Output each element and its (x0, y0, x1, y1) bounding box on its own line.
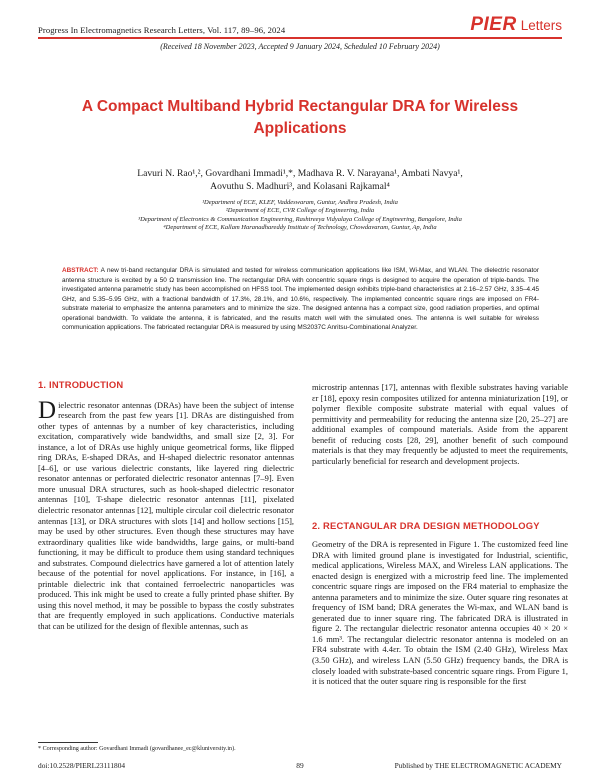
drop-cap: D (38, 396, 57, 424)
paper-title: A Compact Multiband Hybrid Rectangular DRA for Wireless Applications (81, 98, 519, 137)
affiliation-list (30, 199, 570, 233)
pier-letters-logo (470, 14, 562, 36)
corresponding-author-footnote: * Corresponding author: Govardhani Immadi (govardhanee_ec@kluniversity.in). (38, 746, 236, 752)
received-dates: (Received 18 November 2023, Accepted 9 January 2024, Scheduled 10 February 2024) (160, 42, 440, 51)
logo-letters-text: Letters (520, 18, 562, 33)
author-line-1: Lavuri N. Rao¹,², Govardhani Immadi¹,*, Madhava R. V. Narayana¹, Ambati Navya¹, (137, 168, 463, 179)
section-1-heading: 1. INTRODUCTION (38, 379, 124, 390)
affiliation-1: ¹Department of ECE, KLEF, Vaddeswaram, Guntur, Andhra Pradesh, India (202, 199, 398, 206)
affiliation-3: ³Department of Electronics & Communication Engineering, Rashtreeya Vidyalaya College of Engineering, Bangalore, India (138, 215, 462, 223)
affiliation-2: ²Department of ECE, CVR College of Engineering, India (225, 207, 375, 215)
header-divider (38, 37, 562, 39)
page-footer (38, 761, 562, 770)
abstract (62, 266, 539, 333)
page-number: 89 (296, 761, 304, 770)
section-2-paragraph: Geometry of the DRA is represented in Figure 1. The customized feed line DRA with limited ground plane is investigated for Industrial, scientific, medical applications, Wireless MAX, and Wireless LAN applications. The enacted design is energized with a microstrip feed line. The implemented concentric square rings are imposed on the FR4 material to emphasize the antenna parameters and to minimize the size. Outer square ring resonates at frequency of ISM band; DRA generates the Wi-max, and WLAN band is generated due to inner square ring. The fabricated DRA is illustrated in figure 2. The rectangular dielectric resonator antenna occupies 40 × 20 × 1.6 mm³. The rectangular dielectric resonator antenna is modeled on an FR4 substrate with 4.4εr. To obtain the ISM (2.40 GHz), Wireless Max (3.50 GHz), and wireless LAN (5.50 GHz) frequency bands, the DRA is closely loaded with substrate-based concentric square rings. From Figure 1, it is noticed that the outer square ring is responsible for the first (312, 539, 568, 687)
left-column (38, 380, 294, 632)
author-line-2: Aovuthu S. Madhuri³, and Kolasani Rajkamal⁴ (210, 181, 390, 192)
section-1-text: ielectric resonator antennas (DRAs) have been the subject of intense research from the past few years [1]. DRAs are distinguished from other types of antennas by a number of key characteristics, including excitation, comparatively wide bandwidths, and small size [2, 3]. For instance, a lot of DRAs use highly unique geometrical forms, like flipped ring DRAs, E-shaped DRAs, and H-shaped dielectric resonator antennas [4–6], or use various dielectric constants, like layered ring dielectric resonator antennas or perforated dielectric resonator antennas [7–9]. Even more unusual DRA structures, such as hook-shaped dielectric resonator antennas [10], T-shape dielectric resonator antennas [11], pixelated dielectric resonator antennas [12], multiple circular coil dielectric resonator antennas [13], or DRA structures with slots [14] and hollow sections [15], may be used by other structures. Even though these structures may have extraordinary qualities like wide bandwidths, large gains, or multi-band functioning, it may be difficult to produce them using standard techniques and substrates. Compound dielectrics have garnered a lot of attention lately because of the potential for novel applications. For instance, in [16], a printable dielectric ink that contained ferroelectric nanoparticles was produced. This ink might be used to create a fully printed phase shifter. By using this novel method, it may be possible to bypass the costly substrates that are frequently employed in such applications. Conductive materials that can be utilized for the design of flexible antennas, such as (38, 399, 294, 632)
abstract-label: ABSTRACT: (62, 267, 99, 274)
abstract-text: A new tri-band rectangular DRA is simulated and tested for wireless communication applications like ISM, Wi-Max, and WLAN. The dielectric resonator antenna structure is excited by a 50 Ω transmission line. The rectangular DRA with concentric square rings is designed to acquire the operation of triple-bands. The investigated antenna parametric study has been accomplished on HFSS tool. The implemented design exhibits triple-band characteristics at 2.16–2.57 GHz, 3.35–4.45 GHz, and 5.35–5.95 GHz, with a fractional bandwidth of 17.3%, 28.1%, and 10.6%, respectively. The implemented concentric square rings are imposed on FR4-substrate material to emphasize the antenna parameters and to minimize the size. The designed antenna has a compact size, good radiation properties, and optimal operational bandwidth. To validate the antenna, it is fabricated, and the results match well with the simulated ones. The antenna is well suitable for wireless communication applications. The fabricated rectangular DRA is measured by using MS2037C Anritsu-Combinational Analyzer. (62, 267, 539, 331)
right-column-paragraph: microstrip antennas [17], antennas with flexible substrates having variable εr [18], epoxy resin composites utilized for antenna miniaturization [19], or polymer flexible composite substrate material with equal values of permittivity and permeability for reducing the antenna size [20, 25–27] are additional examples of compound materials. Aside from the apparent benefit of reducing costs [28, 29], another benefit of such compound materials is that they may frequently be adjusted to meet the requirements, particularly beneficial for research and development projects. (312, 382, 568, 466)
right-column-top (312, 382, 568, 466)
publisher-credit: Published by THE ELECTROMAGNETIC ACADEMY (394, 761, 562, 770)
footnote-divider (38, 742, 98, 743)
journal-citation: Progress In Electromagnetics Research Letters, Vol. 117, 89–96, 2024 (38, 25, 286, 35)
affiliation-4: ⁴Department of ECE, Kallam Haranadhareddy Institute of Technology, Chowdavaram, Guntur, Ap, India (163, 224, 437, 232)
doi-link[interactable]: doi:10.2528/PIERL23111804 (38, 761, 126, 770)
author-list (60, 167, 540, 193)
logo-pier-text: PIER (470, 14, 517, 35)
section-1-paragraph (38, 396, 294, 632)
section-2-heading: 2. RECTANGULAR DRA DESIGN METHODOLOGY (312, 520, 540, 531)
